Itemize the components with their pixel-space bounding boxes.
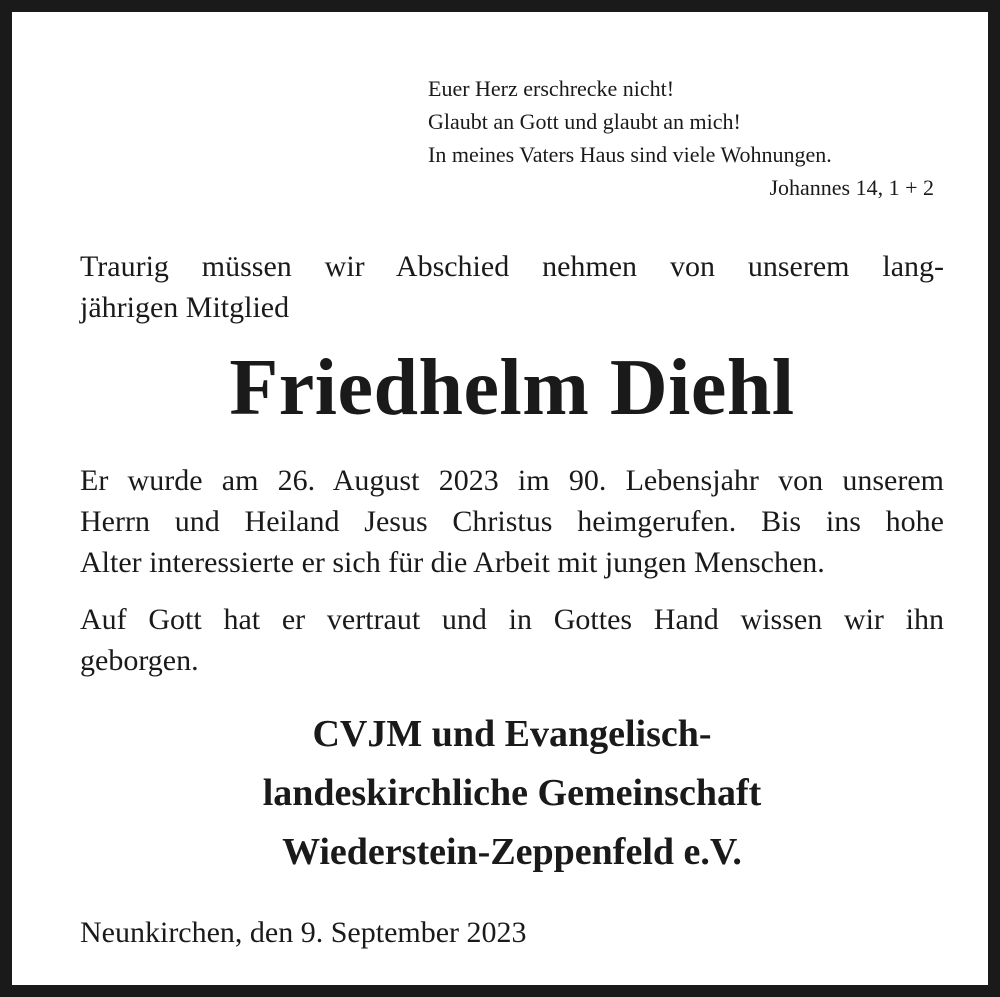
verse-reference: Johannes 14, 1 + 2	[769, 175, 934, 200]
bible-verse	[428, 72, 948, 204]
verse-line-3: In meines Vaters Haus sind viele Wohnungen.	[428, 142, 832, 167]
place-and-date: Neunkirchen, den 9. September 2023	[80, 916, 527, 949]
org-line-2: landeskirchliche Gemeinschaft	[262, 772, 762, 814]
organization-signature	[52, 705, 972, 882]
verse-line-2: Glaubt an Gott und glaubt an mich!	[428, 109, 741, 134]
verse-line-1: Euer Herz erschrecke nicht!	[428, 76, 675, 101]
intro-text	[80, 246, 944, 328]
org-line-3: Wiederstein-Zeppenfeld e.V.	[282, 831, 742, 873]
body2-line-1: Auf Gott hat er vertraut und in Gottes Hand wissen wir ihn	[80, 603, 944, 636]
intro-line-1: Traurig müssen wir Abschied nehmen von unserem lang-	[80, 250, 944, 283]
body-paragraph-2	[80, 599, 944, 681]
body-paragraph-1	[80, 460, 944, 583]
body1-line-1: Er wurde am 26. August 2023 im 90. Lebensjahr von unserem	[80, 464, 944, 497]
deceased-name: Friedhelm Diehl	[229, 344, 795, 432]
intro-line-2: jährigen Mitglied	[80, 291, 290, 324]
body2-line-2: geborgen.	[80, 644, 199, 677]
org-line-1: CVJM und Evangelisch-	[312, 713, 712, 755]
body1-line-3: Alter interessierte er sich für die Arbeit mit jungen Menschen.	[80, 546, 825, 579]
body1-line-2: Herrn und Heiland Jesus Christus heimgerufen. Bis ins hohe	[80, 505, 944, 538]
